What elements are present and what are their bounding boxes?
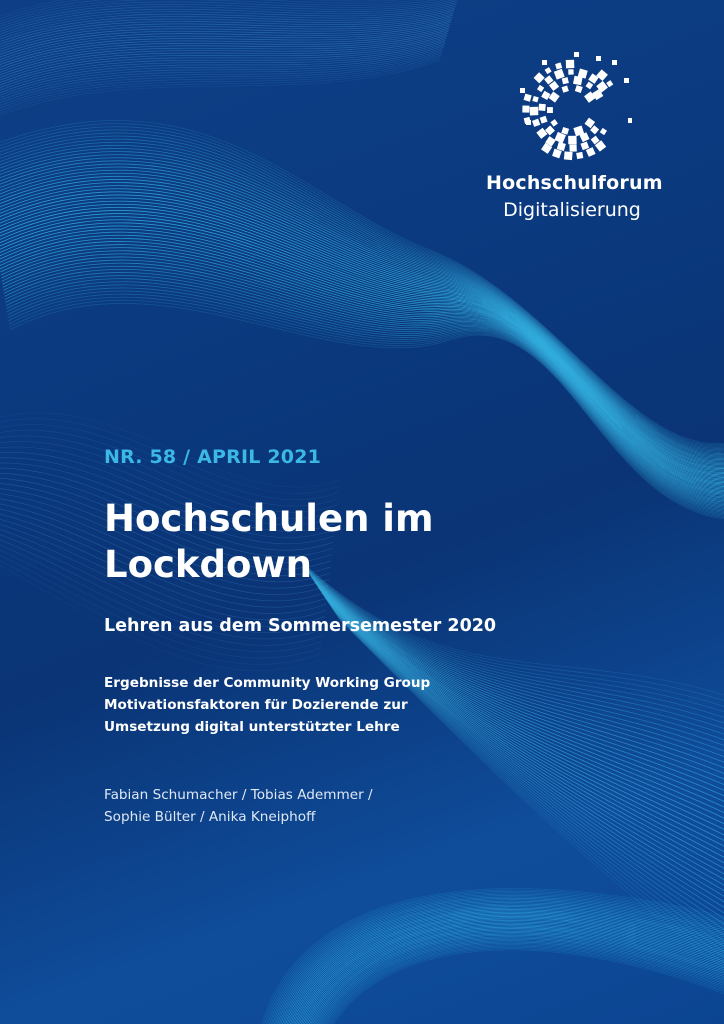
logo-square — [537, 85, 544, 92]
logo-square — [569, 144, 576, 151]
logo-square — [557, 142, 566, 151]
description — [104, 672, 544, 738]
logo-square — [536, 128, 547, 139]
logo-square — [596, 56, 601, 61]
wave-bundle-top — [0, 0, 460, 120]
logo-square — [624, 78, 629, 83]
logo-square — [554, 69, 565, 80]
description-line1: Ergebnisse der Community Working Group — [104, 675, 431, 691]
logo-square — [564, 151, 573, 160]
logo-square — [549, 91, 560, 102]
document-title-line2: Lockdown — [104, 543, 312, 586]
wave-line — [4, 266, 724, 504]
publisher-name-line1: Hochschulforum — [486, 172, 663, 194]
wave-line — [305, 929, 724, 1024]
logo-square — [561, 127, 569, 135]
wave-line — [321, 942, 724, 1024]
document-subtitle: Lehren aus dem Sommersemester 2020 — [104, 616, 497, 636]
logo-square — [534, 72, 545, 83]
author-line2: Sophie Bülter / Anika Kneiphoff — [104, 809, 316, 825]
logo-square — [596, 69, 608, 81]
logo-square — [566, 60, 575, 69]
wave-bundle-bottom — [260, 889, 724, 1024]
wave-line — [5, 272, 724, 506]
logo-square — [547, 107, 553, 113]
logo-square — [580, 141, 589, 150]
logo-square — [574, 52, 579, 57]
wave-line — [0, 430, 338, 506]
logo-square — [600, 128, 607, 135]
logo-square — [541, 91, 550, 100]
logo-square — [562, 77, 569, 84]
logo-square — [538, 104, 545, 111]
logo-square — [586, 82, 594, 90]
logo-square — [550, 119, 558, 127]
author-line1: Fabian Schumacher / Tobias Ademmer / — [104, 787, 373, 803]
document-title-line1: Hochschulen im — [104, 497, 434, 540]
wave-line — [0, 15, 453, 56]
author-list — [104, 784, 504, 828]
logo-square — [555, 62, 562, 69]
logo-square — [606, 80, 613, 87]
logo-square — [532, 96, 538, 102]
logo-square — [576, 152, 583, 159]
logo-square — [524, 94, 532, 102]
logo-square — [522, 106, 529, 113]
wave-line — [5, 276, 724, 508]
logo-square — [532, 119, 540, 127]
logo-square — [612, 60, 617, 65]
logo-square — [568, 69, 573, 74]
logo-square — [552, 149, 562, 159]
logo-square — [562, 85, 569, 92]
document-title — [104, 496, 584, 588]
logo-square — [545, 67, 552, 74]
logo-square — [520, 88, 525, 93]
hfd-logo-icon — [512, 48, 632, 168]
logo-square — [575, 85, 583, 93]
description-line3: Umsetzung digital unterstützter Lehre — [104, 719, 400, 735]
logo-square — [526, 120, 531, 125]
wave-line — [319, 941, 724, 1024]
publisher-name-line2: Digitalisierung — [503, 199, 641, 221]
logo-square — [542, 60, 547, 65]
logo-square — [628, 118, 632, 123]
logo-square — [540, 116, 548, 124]
description-line2: Motivationsfaktoren für Dozierende zur — [104, 697, 408, 713]
logo-square — [586, 147, 596, 157]
logo-square — [568, 136, 577, 145]
issue-number: NR. 58 / APRIL 2021 — [104, 446, 322, 468]
logo-square — [530, 107, 539, 116]
